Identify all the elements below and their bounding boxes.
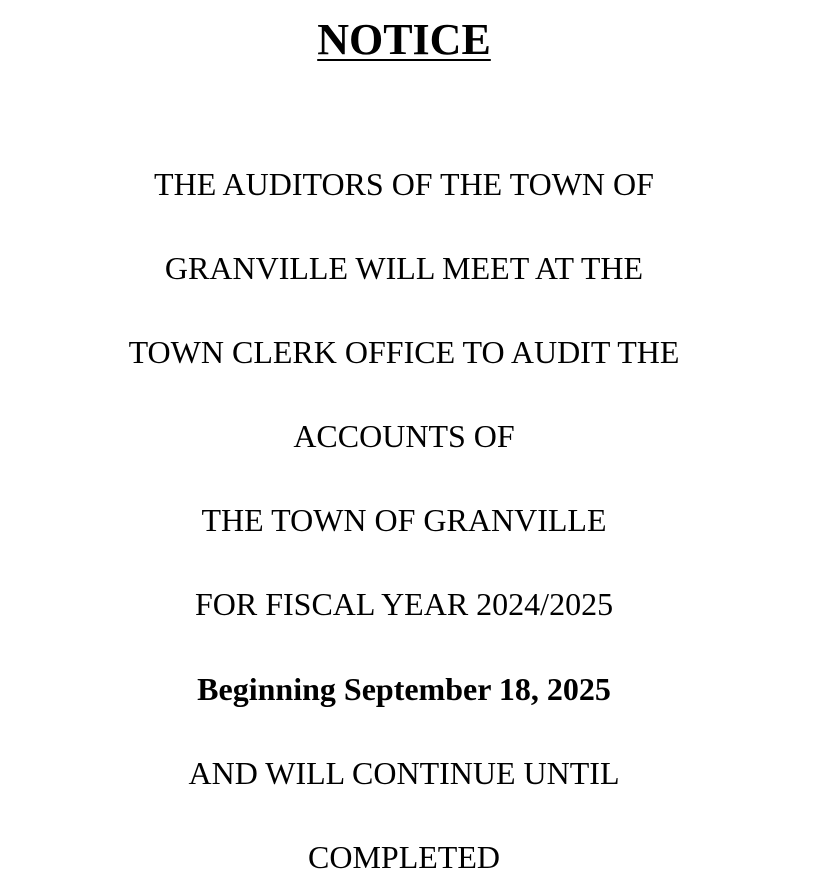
notice-line-2: GRANVILLE WILL MEET AT THE [164, 250, 644, 286]
notice-line-9: COMPLETED [308, 839, 500, 875]
notice-line-6: FOR FISCAL YEAR 2024/2025 [194, 586, 614, 622]
notice-line-5: THE TOWN OF GRANVILLE [201, 502, 607, 538]
notice-line-4: ACCOUNTS OF [293, 418, 515, 454]
notice-line-1: THE AUDITORS OF THE TOWN OF [154, 166, 654, 202]
notice-line-3: TOWN CLERK OFFICE TO AUDIT THE [128, 334, 680, 370]
notice-title: NOTICE [317, 15, 491, 64]
notice-start-date: Beginning September 18, 2025 [197, 671, 611, 707]
notice-line-8: AND WILL CONTINUE UNTIL [188, 755, 620, 791]
